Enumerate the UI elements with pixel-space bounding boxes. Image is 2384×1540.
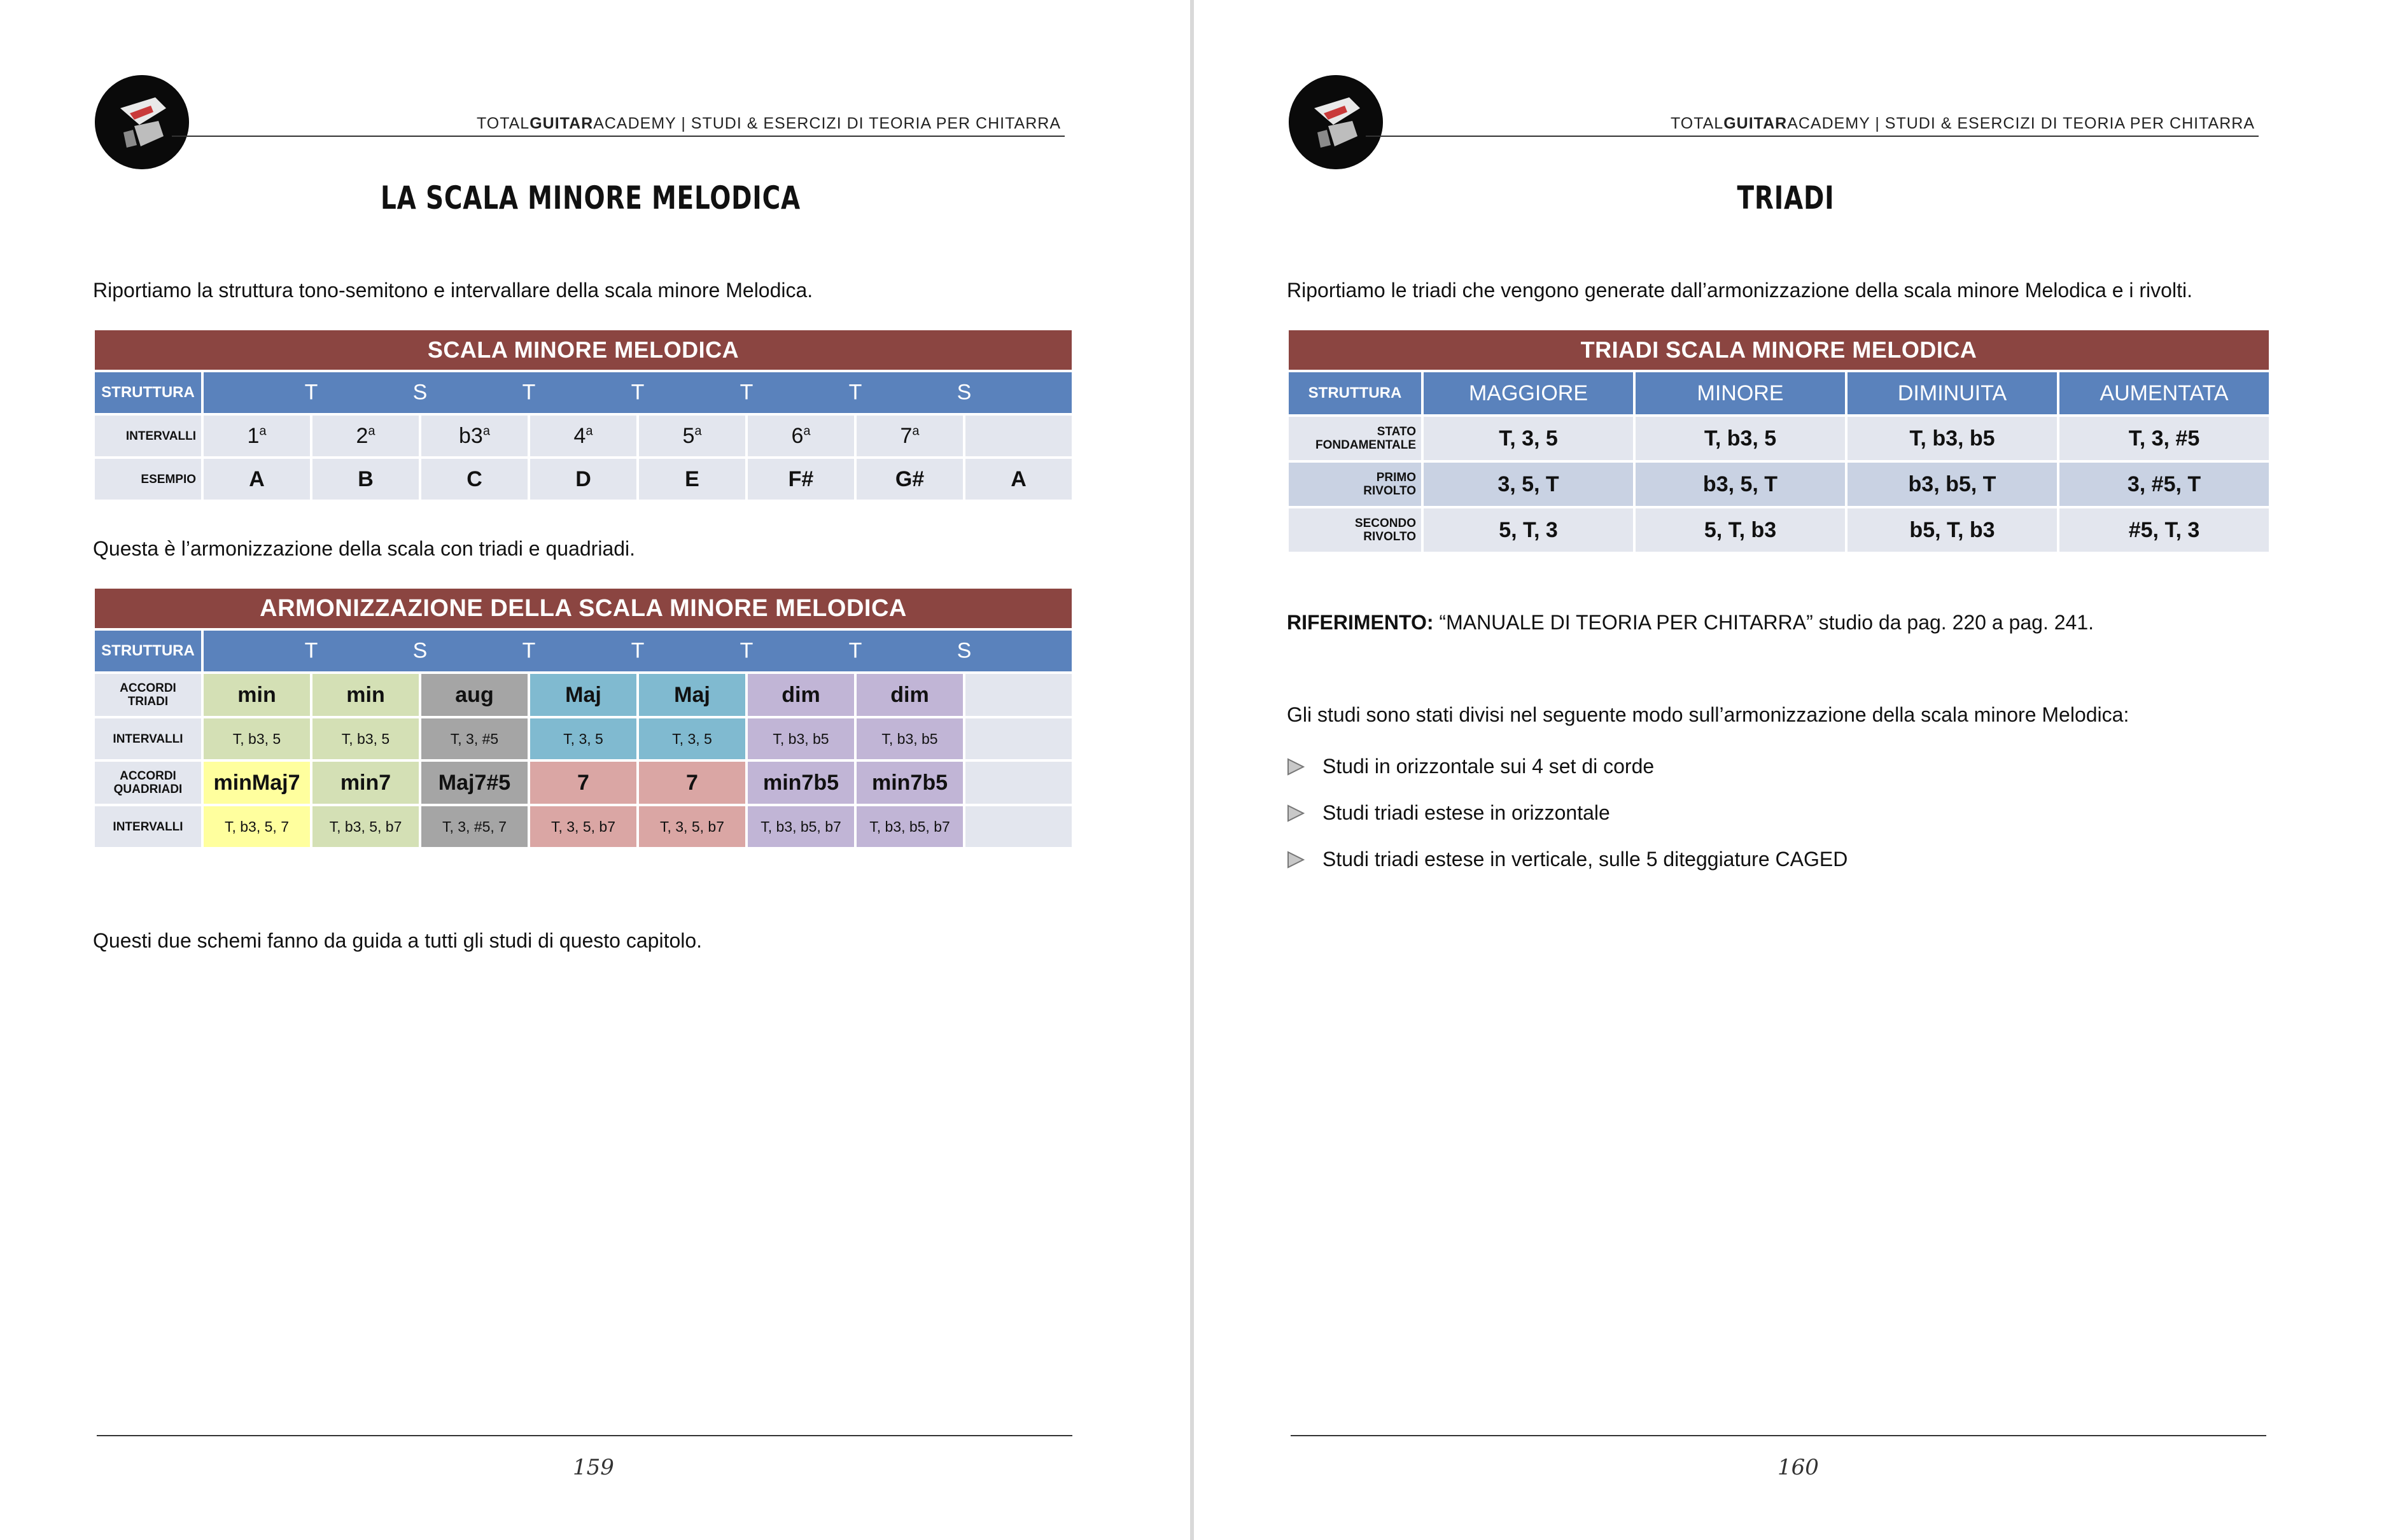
page-number: 159 <box>573 1455 614 1480</box>
triad-cell: #5, T, 3 <box>2059 508 2269 552</box>
triad-cell: T, 3, #5 <box>2059 417 2269 460</box>
triad-interval: T, 3, #5 <box>421 718 528 759</box>
triad-chord: dim <box>748 674 854 716</box>
structure-step: S <box>412 638 428 663</box>
example-note: E <box>639 459 745 500</box>
triad-cell: T, b3, b5 <box>1848 417 2057 460</box>
closing-text: Questi due schemi fanno da guida a tutti gli studi di questo capitolo. <box>93 929 703 952</box>
triads-table-title: TRIADI SCALA MINORE MELODICA <box>1289 330 2269 370</box>
header-rule <box>1366 136 2259 137</box>
triad-chord: Maj <box>639 674 745 716</box>
triangle-bullet-icon <box>1287 758 1305 776</box>
triad-intervals-label: INTERVALLI <box>95 718 201 759</box>
triad-chord <box>965 674 1072 716</box>
quad-chord: min7b5 <box>857 762 963 804</box>
quad-interval: T, 3, #5, 7 <box>421 806 528 847</box>
page-160 <box>1194 0 2384 1540</box>
quad-interval: T, 3, 5, b7 <box>639 806 745 847</box>
quad-intervals-label: INTERVALLI <box>95 806 201 847</box>
structure-label: STRUTTURA <box>95 631 201 671</box>
column-augmented: AUMENTATA <box>2059 372 2269 414</box>
triangle-bullet-icon <box>1287 804 1305 822</box>
example-note: B <box>312 459 419 500</box>
triad-interval: T, b3, 5 <box>204 718 310 759</box>
row-label-first-inversion: PRIMO RIVOLTO <box>1289 463 1421 506</box>
quad-chord <box>965 762 1072 804</box>
triad-cell: T, 3, 5 <box>1424 417 1633 460</box>
triads-table <box>1286 328 2271 554</box>
triad-cell: b3, b5, T <box>1848 463 2057 506</box>
triad-cell: b3, 5, T <box>1636 463 1845 506</box>
page-title: TRIADI <box>1737 179 1835 216</box>
triad-cell: b5, T, b3 <box>1848 508 2057 552</box>
structure-label: STRUTTURA <box>1289 372 1421 414</box>
quad-chord: min7 <box>312 762 419 804</box>
running-header: TOTALGUITARACADEMY | STUDI & ESERCIZI DI TEORIA PER CHITARRA <box>476 115 1061 132</box>
triad-interval: T, 3, 5 <box>530 718 636 759</box>
example-note: D <box>530 459 636 500</box>
structure-step: S <box>957 380 972 405</box>
structure-step: S <box>957 638 972 663</box>
triad-interval: T, 3, 5 <box>639 718 745 759</box>
triad-cell: 3, #5, T <box>2059 463 2269 506</box>
quad-chord: 7 <box>530 762 636 804</box>
footer-rule <box>1291 1435 2266 1436</box>
example-note: A <box>204 459 310 500</box>
structure-row <box>204 631 1072 671</box>
triads-label: ACCORDI TRIADI <box>95 674 201 716</box>
scale-table <box>92 328 1074 502</box>
quad-interval <box>965 806 1072 847</box>
structure-step: T <box>631 638 645 663</box>
column-diminished: DIMINUITA <box>1848 372 2057 414</box>
studies-intro: Gli studi sono stati divisi nel seguente modo sull’armonizzazione della scala minore Melodica: <box>1287 703 2129 726</box>
example-label: ESEMPIO <box>95 459 201 500</box>
structure-step: T <box>522 380 536 405</box>
intro-text: Riportiamo le triadi che vengono generate dall’armonizzazione della scala minore Melodica e i rivolti. <box>1287 279 2192 302</box>
triad-chord: min <box>312 674 419 716</box>
interval-cell: 1$^a$ <box>204 416 310 456</box>
quad-chord: 7 <box>639 762 745 804</box>
triangle-bullet-icon <box>1287 851 1305 869</box>
triad-interval <box>965 718 1072 759</box>
example-note: G# <box>857 459 963 500</box>
page-159 <box>0 0 1190 1540</box>
between-text: Questa è l’armonizzazione della scala con triadi e quadriadi. <box>93 537 636 560</box>
quad-interval: T, b3, b5, b7 <box>857 806 963 847</box>
intro-text: Riportiamo la struttura tono-semitono e intervallare della scala minore Melodica. <box>93 279 813 302</box>
column-major: MAGGIORE <box>1424 372 1633 414</box>
structure-step: T <box>848 380 862 405</box>
academy-logo <box>1289 75 1383 169</box>
quad-interval: T, 3, 5, b7 <box>530 806 636 847</box>
structure-step: T <box>304 380 318 405</box>
triad-cell: 3, 5, T <box>1424 463 1633 506</box>
structure-step: T <box>304 638 318 663</box>
scale-table-title: SCALA MINORE MELODICA <box>95 330 1072 370</box>
list-item: Studi triadi estese in orizzontale <box>1287 797 1848 844</box>
interval-cell: 2$^a$ <box>312 416 419 456</box>
intervals-label: INTERVALLI <box>95 416 201 456</box>
quad-interval: T, b3, b5, b7 <box>748 806 854 847</box>
triad-interval: T, b3, b5 <box>748 718 854 759</box>
structure-row <box>204 372 1072 413</box>
quad-chord: Maj7#5 <box>421 762 528 804</box>
structure-step: T <box>848 638 862 663</box>
structure-label: STRUTTURA <box>95 372 201 413</box>
triad-cell: 5, T, 3 <box>1424 508 1633 552</box>
structure-step: T <box>740 638 754 663</box>
studies-list <box>1287 751 1848 890</box>
quad-chord: minMaj7 <box>204 762 310 804</box>
triad-cell: 5, T, b3 <box>1636 508 1845 552</box>
interval-cell: 6$^a$ <box>748 416 854 456</box>
page-number: 160 <box>1777 1455 1819 1480</box>
triad-cell: T, b3, 5 <box>1636 417 1845 460</box>
interval-cell <box>965 416 1072 456</box>
running-header: TOTALGUITARACADEMY | STUDI & ESERCIZI DI TEORIA PER CHITARRA <box>1670 115 2255 132</box>
interval-cell: 7$^a$ <box>857 416 963 456</box>
header-rule <box>172 136 1065 137</box>
reference-text: RIFERIMENTO: “MANUALE DI TEORIA PER CHITARRA” studio da pag. 220 a pag. 241. <box>1287 611 2094 634</box>
quad-interval: T, b3, 5, b7 <box>312 806 419 847</box>
example-note: F# <box>748 459 854 500</box>
interval-cell: 5$^a$ <box>639 416 745 456</box>
triad-chord: min <box>204 674 310 716</box>
triad-chord: dim <box>857 674 963 716</box>
harmony-table <box>92 586 1074 850</box>
list-item: Studi triadi estese in verticale, sulle 5 diteggiature CAGED <box>1287 844 1848 890</box>
interval-cell: 4$^a$ <box>530 416 636 456</box>
interval-cell: b3$^a$ <box>421 416 528 456</box>
harmony-table-title: ARMONIZZAZIONE DELLA SCALA MINORE MELODICA <box>95 589 1072 628</box>
structure-step: T <box>740 380 754 405</box>
row-label-second-inversion: SECONDO RIVOLTO <box>1289 508 1421 552</box>
quads-label: ACCORDI QUADRIADI <box>95 762 201 804</box>
triad-interval: T, b3, 5 <box>312 718 419 759</box>
list-item: Studi in orizzontale sui 4 set di corde <box>1287 751 1848 797</box>
academy-logo <box>95 75 189 169</box>
triad-chord: aug <box>421 674 528 716</box>
column-minor: MINORE <box>1636 372 1845 414</box>
page-title: LA SCALA MINORE MELODICA <box>381 179 801 216</box>
footer-rule <box>97 1435 1072 1436</box>
row-label-root: STATO FONDAMENTALE <box>1289 417 1421 460</box>
quad-interval: T, b3, 5, 7 <box>204 806 310 847</box>
triad-interval: T, b3, b5 <box>857 718 963 759</box>
structure-step: T <box>631 380 645 405</box>
structure-step: S <box>412 380 428 405</box>
example-note: A <box>965 459 1072 500</box>
quad-chord: min7b5 <box>748 762 854 804</box>
structure-step: T <box>522 638 536 663</box>
example-note: C <box>421 459 528 500</box>
triad-chord: Maj <box>530 674 636 716</box>
